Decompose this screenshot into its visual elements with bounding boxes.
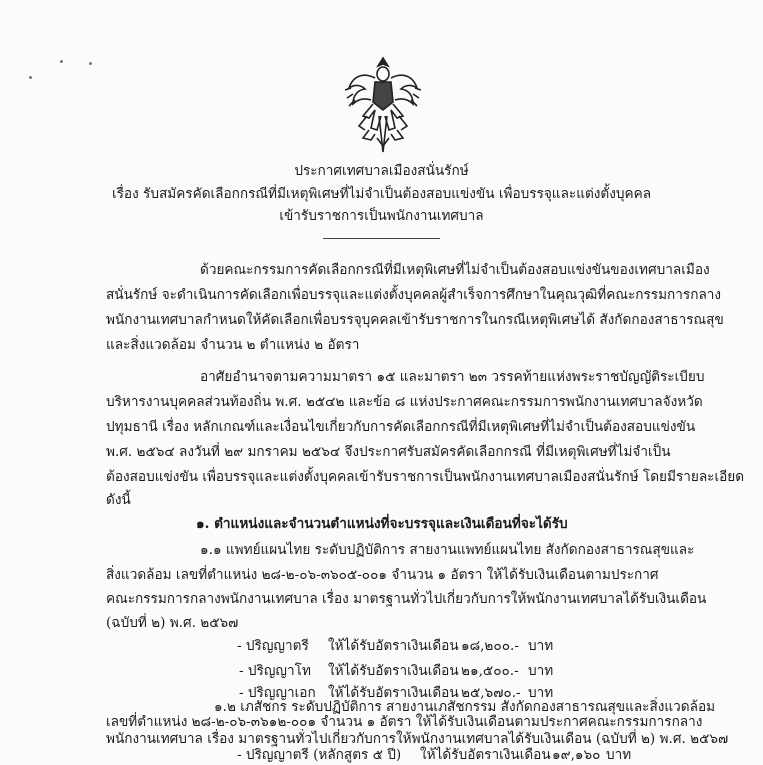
paragraph-1-line: พนักงานเทศบาลกำหนดให้คัดเลือกเพื่อบรรจุบุคคลเข้ารับราชการในกรณีเหตุพิเศษได้ สังกัดกองสาธารณสุข [106, 312, 724, 328]
salary-unit: บาท [528, 663, 554, 679]
paragraph-1-line: สนั่นรักษ์ จะดำเนินการคัดเลือกเพื่อบรรจุและแต่งตั้งบุคคลผู้สำเร็จการศึกษาในคุณวุฒิที่คณะกรรมการกลาง [106, 287, 722, 303]
paragraph-2-line: พ.ศ. ๒๕๖๔ ลงวันที่ ๒๙ มกราคม ๒๕๖๔ จึงประกาศรับสมัครคัดเลือกกรณี ที่มีเหตุพิเศษที่ไม่จำเป็น [106, 444, 671, 460]
garuda-emblem-icon [345, 54, 421, 156]
salary-unit: บาท [528, 638, 554, 654]
paragraph-1-line: และสิ่งแวดล้อม จำนวน ๒ ตำแหน่ง ๒ อัตรา [106, 337, 360, 353]
salary-amount: ๒๑,๕๐๐.- [461, 663, 519, 679]
position-2-line: เลขที่ตำแหน่ง ๒๘-๒-๐๖-๓๖๑๒-๐๐๑ จำนวน ๑ อัตรา ให้ได้รับเงินเดือนตามประกาศคณะกรรมการกลาง [106, 714, 703, 730]
salary-label: ให้ได้รับอัตราเงินเดือน [420, 747, 551, 763]
section-1-heading: ๑. ตำแหน่งและจำนวนตำแหน่งที่จะบรรจุและเงินเดือนที่จะได้รับ [196, 516, 568, 532]
salary-unit: บาท [606, 747, 632, 763]
salary-degree: - ปริญญาตรี [237, 638, 309, 654]
scan-speck [60, 60, 63, 63]
paragraph-2-line: อาศัยอำนาจตามความมาตรา ๑๕ และมาตรา ๒๓ วรรคท้ายแห่งพระราชบัญญัติระเบียบ [200, 369, 705, 385]
salary-row [237, 636, 309, 656]
salary-label: ให้ได้รับอัตราเงินเดือน [328, 685, 459, 701]
scan-speck [29, 76, 32, 79]
salary-degree: - ปริญญาเอก [239, 685, 316, 701]
position-1-line: (ฉบับที่ ๒) พ.ศ. ๒๕๖๗ [106, 615, 239, 631]
salary-label: ให้ได้รับอัตราเงินเดือน [328, 663, 459, 679]
paragraph-2-line: ดังนี้ [106, 492, 131, 508]
salary-label: ให้ได้รับอัตราเงินเดือน [328, 638, 459, 654]
salary-degree: - ปริญญาตรี (หลักสูตร ๕ ปี) [237, 747, 402, 763]
position-1-line: สิ่งแวดล้อม เลขที่ตำแหน่ง ๒๘-๒-๐๖-๓๖๐๕-๐๐๑ จำนวน ๑ อัตรา ให้ได้รับเงินเดือนตามประกาศ [106, 567, 659, 583]
salary-amount: ๑๘,๒๐๐.- [461, 638, 519, 654]
paragraph-1-line: ด้วยคณะกรรมการคัดเลือกกรณีที่มีเหตุพิเศษที่ไม่จำเป็นต้องสอบแข่งขันของเทศบาลเมือง [200, 262, 710, 278]
title-divider [323, 238, 440, 239]
salary-degree: - ปริญญาโท [239, 663, 311, 679]
salary-amount: ๑๙,๑๖๐ [552, 747, 601, 763]
announcement-title: ประกาศเทศบาลเมืองสนั่นรักษ์ [294, 163, 469, 179]
salary-unit: บาท [528, 685, 554, 701]
position-1-line: ๑.๑ แพทย์แผนไทย ระดับปฏิบัติการ สายงานแพทย์แผนไทย สังกัดกองสาธารณสุขและ [200, 542, 695, 558]
position-1-line: คณะกรรมการกลางพนักงานเทศบาล เรื่อง มาตรฐานทั่วไปเกี่ยวกับการให้พนักงานเทศบาลได้รับเงินเดือน [106, 591, 707, 607]
scan-speck [89, 62, 92, 65]
paragraph-2-line: ต้องสอบแข่งขัน เพื่อบรรจุและแต่งตั้งบุคคลเข้ารับราชการเป็นพนักงานเทศบาลเมืองสนั่นรักษ์ โดยมีรายละเอียด [106, 469, 745, 485]
position-2-line: พนักงานเทศบาล เรื่อง มาตรฐานทั่วไปเกี่ยวกับการให้พนักงานเทศบาลได้รับเงินเดือน (ฉบับที่ ๒) พ.ศ. ๒๕๖๗ [106, 731, 729, 747]
paragraph-2-line: ปทุมธานี เรื่อง หลักเกณฑ์และเงื่อนไขเกี่ยวกับการคัดเลือกกรณีที่มีเหตุพิเศษที่ไม่จำเป็นต้องสอบแข่งขัน [106, 419, 696, 435]
subject-line-1: เรื่อง รับสมัครคัดเลือกกรณีที่มีเหตุพิเศษที่ไม่จำเป็นต้องสอบแข่งขัน เพื่อบรรจุและแต่งตั้งบุคคล [111, 186, 652, 202]
position-2-line: ๑.๒ เภสัชกร ระดับปฏิบัติการ สายงานเภสัชกรรม สังกัดกองสาธารณสุขและสิ่งแวดล้อม [214, 699, 716, 715]
subject-line-2: เข้ารับราชการเป็นพนักงานเทศบาล [279, 208, 484, 224]
paragraph-2-line: บริหารงานบุคคลส่วนท้องถิ่น พ.ศ. ๒๕๔๒ และข้อ ๘ แห่งประกาศคณะกรรมการพนักงานเทศบาลจังหวัด [106, 394, 703, 410]
salary-amount: ๒๕,๖๗๐.- [461, 685, 521, 701]
